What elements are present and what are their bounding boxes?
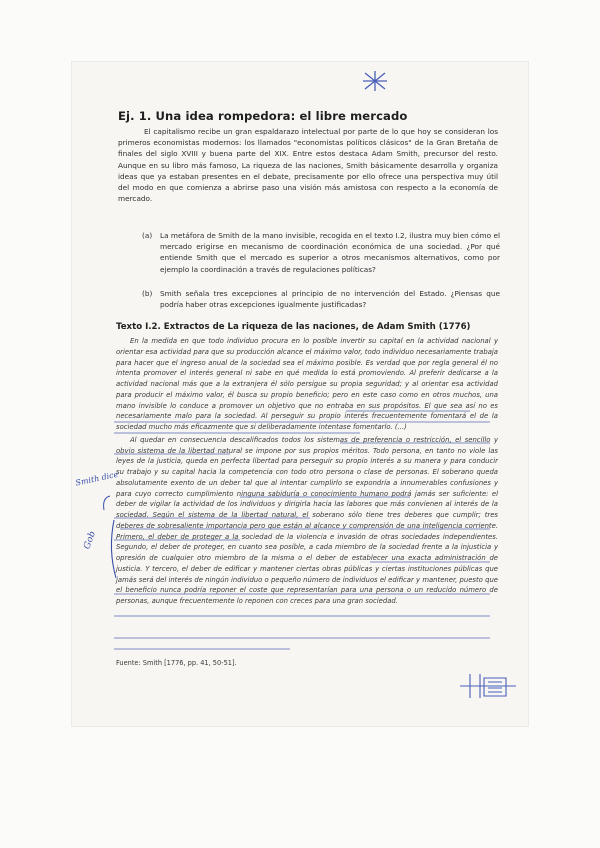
extract-source: Fuente: Smith [1776, pp. 41, 50-51]. bbox=[116, 659, 237, 667]
question-b bbox=[142, 288, 500, 310]
question-text: Smith señala tres excepciones al principio de no intervención del Estado. ¿Piensas que podría haber otras excepciones igualmente justificadas? bbox=[160, 289, 500, 310]
exercise-title: Ej. 1. Una idea rompedora: el libre mercado bbox=[118, 109, 408, 123]
underline-marks bbox=[110, 336, 502, 662]
extract-title: Texto I.2. Extractos de La riqueza de las naciones, de Adam Smith (1776) bbox=[116, 322, 471, 332]
intro-paragraph: El capitalismo recibe un gran espaldarazo intelectual por parte de lo que hoy se consideran los primeros economistas modernos: los llamados "economistas políticos clásicos" de la Gran Bretaña de finales del siglo XVIII y buena parte del XIX. Entre estos destaca Adam Smith, precursor del resto. Aunque en su libro más famoso, La riqueza de las naciones, Smith básicamente desarrolla y organiza ideas que ya estaban presentes en el debate, precisamente por ello ofrece una perspectiva muy útil del modo en que comienza a abrirse paso una visión más amistosa con respecto a la economía de mercado. bbox=[118, 127, 498, 204]
margin-note-1: Smith dice bbox=[74, 470, 120, 488]
question-label: (a) bbox=[142, 231, 153, 240]
question-label: (b) bbox=[142, 289, 153, 298]
extract-paragraph: Al quedar en consecuencia descalificados todos los sistemas de preferencia o restricción, el sencillo y obvio sistema de la libertad natural se impone por sus propios méritos. Todo persona, en tanto no viole las leyes de la justicia, queda en perfecta libertad para perseguir su propio interés a su manera y para conducir su trabajo y su capital hacia la competencia con todo otro persona o clase de personas. El soberano queda absolutamente exento de un deber tal que al intentar cumplirlo se expondría a innumerables confusiones y para cuyo correcto cumplimiento ninguna sabiduría o conocimiento humano podrá jamás ser suficiente: el deber de vigilar la actividad de los individuos y dirigirla hacia las labores que más convienen al interés de la sociedad. Según el sistema de la libertad natural, el soberano sólo tiene tres deberes que cumplir; tres deberes de sobresaliente importancia pero que están al alcance y comprensión de una inteligencia corriente. Primero, el deber de proteger a la sociedad de la violencia e invasión de otras sociedades independientes. Segundo, el deber de proteger, en cuanto sea posible, a cada miembro de la sociedad frente a la injusticia y opresión de cualquier otro miembro de la misma o el deber de establecer una exacta administración de justicia. Y tercero, el deber de edificar y mantener ciertas obras públicas y ciertas instituciones públicas que jamás será del interés de ningún individuo o pequeño número de individuos el edificar y mantener, puesto que el beneficio nunca podría reponer el coste que representarían para una persona o un reducido número de personas, aunque frecuentemente lo reponen con creces para una gran sociedad. bbox=[116, 435, 498, 605]
question-a bbox=[142, 230, 500, 275]
scribble-icon bbox=[458, 668, 518, 702]
question-text: La metáfora de Smith de la mano invisible, recogida en el texto I.2, ilustra muy bien cómo el mercado erigirse en mecanismo de coordinación económica de una sociedad. ¿Por qué entiende Smith que el mercado es superior a otros mecanismos alternativos, como por ejemplo la coordinación a través de regulaciones políticas? bbox=[160, 231, 500, 274]
exercise-intro bbox=[118, 126, 498, 204]
star-scribble-icon bbox=[362, 70, 388, 92]
margin-note-2: Gob bbox=[82, 529, 99, 551]
extract-paragraph: En la medida en que todo individuo procura en lo posible invertir su capital en la actividad nacional y orientar esa actividad para que su producción alcance el máximo valor, todo individuo necesariamente trabaja para hacer que el ingreso anual de la sociedad sea el máximo posible. Es verdad que por regla general él no intenta promover el interés general ni sabe en qué medida lo está promoviendo. Al preferir dedicarse a la actividad nacional más que a la extranjera él sólo persigue su propia seguridad; y al orientar esa actividad para producir el máximo valor, él busca su propio beneficio; pero en este caso como en otros muchos, una mano invisible lo conduce a promover un objetivo que no entraba en sus propósitos. El que sea así no es necesariamente malo para la sociedad. Al perseguir su propio interés frecuentemente fomentará el de la sociedad mucho más eficazmente que si deliberadamente intentase fomentarlo. (...) bbox=[116, 337, 498, 431]
